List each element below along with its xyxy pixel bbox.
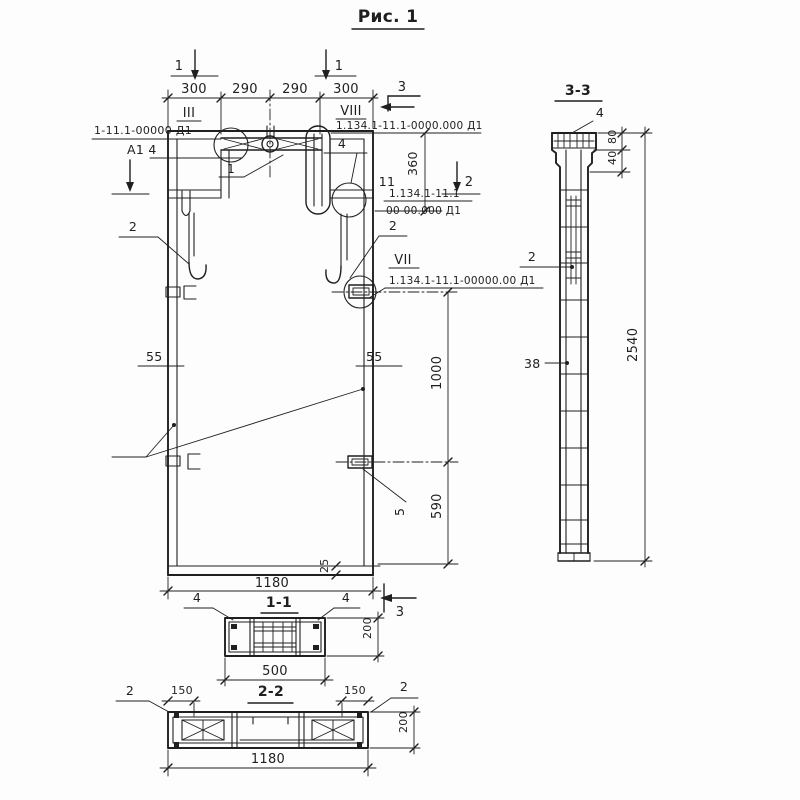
callout-2-mid: 2 [388,218,398,233]
dim-top-2: 290 [232,82,258,97]
roman-vii: VII [394,253,412,268]
section-3-3-title: 3-3 [564,83,592,99]
part-number-left-1: 1-11.1-00000 Д1 [94,124,193,137]
part-number-11-2: 00 00.000 Д1 [386,205,462,217]
dim-edge-25: 25 [318,558,331,573]
dim-40: 40 [606,150,619,165]
mark-11: 11 [378,174,396,189]
cut-mark-3-top: 3 [397,80,407,95]
dim-80: 80 [606,129,619,144]
section-1-1-title: 1-1 [265,595,293,611]
figure-title: Рис. 1 [357,7,419,27]
callout-1: 1 [226,161,236,176]
callout-5: 5 [392,507,407,516]
cut-mark-1-right: 1 [334,59,344,74]
dim-360: 360 [405,151,420,176]
dim-200-s11: 200 [361,617,374,639]
dim-150-left: 150 [171,684,193,697]
callout-2-s22-left: 2 [125,683,135,698]
dim-150-right: 150 [344,684,366,697]
dim-bottom-1180: 1180 [254,576,290,591]
callout-2-side: 2 [527,249,537,264]
callout-4-s11-right: 4 [341,590,351,605]
part-number-left-2: А1 4 [127,142,157,157]
roman-viii: VIII [340,104,362,119]
figure-title-group [352,7,424,29]
cut-mark-3-bottom: 3 [395,605,405,620]
cut-mark-1-left: 1 [174,59,184,74]
cut-mark-2-right: 2 [464,175,474,190]
dim-500: 500 [262,664,288,679]
dim-top-1: 300 [181,82,207,97]
dim-1180-s22: 1180 [250,752,286,767]
dim-1000: 1000 [430,355,445,390]
roman-iii: III [182,106,196,121]
dim-top-4: 300 [333,82,359,97]
part-number-viii: 1.134.1-11.1-0000.000 Д1 [336,120,483,132]
callout-4-top: 4 [595,105,605,120]
callout-4-right: 4 [337,136,347,151]
section-2-2-title: 2-2 [257,684,285,700]
dim-200-s22: 200 [397,711,410,733]
wall-thickness-right: 55 [366,349,383,364]
dim-590: 590 [430,493,445,519]
wall-thickness-left: 55 [146,349,163,364]
part-number-11-1: 1.134.1-11.1- [389,188,464,200]
dim-top-3: 290 [282,82,308,97]
callout-2-left: 2 [128,219,138,234]
callout-38: 38 [524,356,541,371]
callout-4-s11-left: 4 [192,590,202,605]
part-number-vii: 1.134.1-11.1-00000.00 Д1 [389,275,536,287]
dim-2540: 2540 [626,327,641,362]
callout-2-s22-right: 2 [399,679,409,694]
